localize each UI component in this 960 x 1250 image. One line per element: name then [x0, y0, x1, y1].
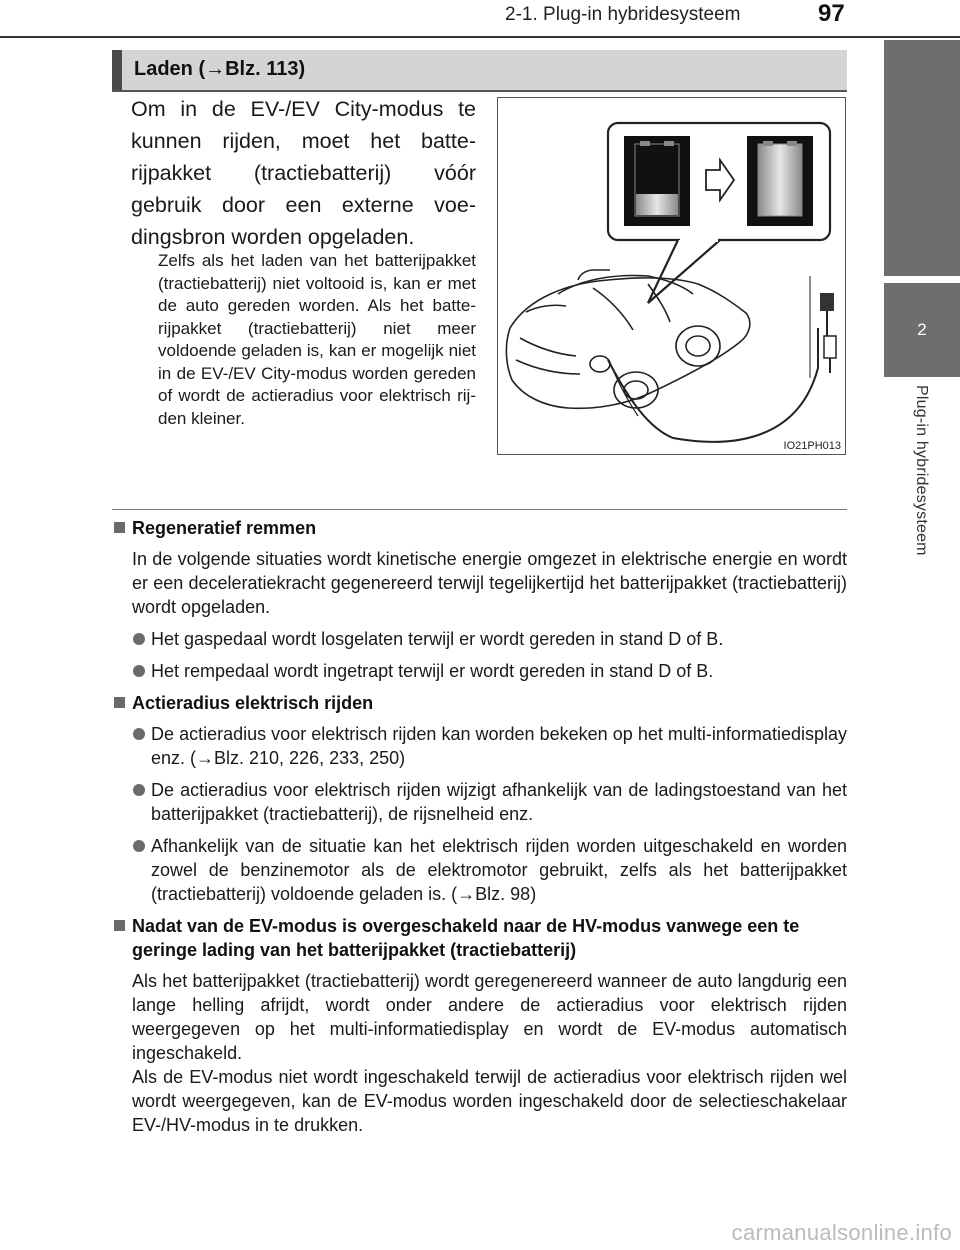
bullet-item: Het gaspedaal wordt losgelaten terwijl er wordt gereden in stand D of B.: [112, 627, 847, 651]
figure-code: IO21PH013: [783, 440, 841, 452]
paragraph: In de volgende situaties wordt kinetische energie omgezet in elektrische energie en wordt er een deceleratiekracht gegenereerd terwijl tegelijkertijd het batterijpakket (tractiebatterij) wordt opgeladen.: [132, 549, 847, 617]
car-charging-icon: [498, 98, 845, 454]
charging-figure: [497, 97, 846, 455]
battery-low-icon: [624, 136, 690, 226]
side-tab-label: Plug-in hybridesysteem: [913, 385, 930, 556]
section-heading-bar: [112, 50, 847, 90]
square-bullet-icon: [114, 697, 125, 708]
page-number: 97: [818, 0, 845, 27]
paragraph: Als het batterijpakket (tractiebatterij) wordt geregenereerd wanneer de auto langdurig een lange helling afrijdt, wordt onder andere de actieradius voor elektrisch rijden weergegeven op het multi-informatiedisplay en wordt de EV-modus automatisch ingeschakeld.: [132, 971, 847, 1063]
heading-regeneratief-remmen: Regeneratief remmen: [112, 516, 847, 540]
round-bullet-icon: [133, 840, 145, 852]
paragraph: Als de EV-modus niet wordt ingeschakeld terwijl de actieradius voor elektrisch rijden wel wordt weergegeven, kan de EV-modus worden ingeschakeld door de selectieschakelaar EV-/HV-modus in te drukken.: [132, 1067, 847, 1135]
round-bullet-icon: [133, 784, 145, 796]
side-tab-number: 2: [884, 283, 960, 377]
section-heading-marker: [112, 50, 122, 90]
bullet-item: De actieradius voor elektrisch rijden kan worden bekeken op het multi-informatiedisplay enz. (→Blz. 210, 226, 233, 250): [112, 722, 847, 770]
square-bullet-icon: [114, 920, 125, 931]
section-heading-title: Laden (→Blz. 113): [134, 58, 306, 80]
intro-lead-text: Om in de EV-/EV City-modus te kunnen rijden, moet het batterijpakket (tractiebatterij) vóór gebruik door een externe voedingsbron worden opgeladen.: [131, 97, 476, 249]
bullet-item: Het rempedaal wordt ingetrapt terwijl er wordt gereden in stand D of B.: [112, 659, 847, 683]
body-content: [112, 516, 847, 1145]
round-bullet-icon: [133, 633, 145, 645]
section-heading-underline: [112, 90, 847, 92]
header-rule: [0, 36, 960, 38]
chapter-title: 2-1. Plug-in hybridesysteem: [505, 4, 741, 25]
intro-note-text: Zelfs als het laden van het batterijpakket (tractiebatterij) niet voltooid is, kan er met de auto gereden worden. Als het batterijpakket (tractiebatterij) niet meer voldoende geladen is, kan er mogelijk niet in de EV-/EV City-modus worden gereden of wordt de actieradius voor elektrisch rijden kleiner.: [158, 251, 476, 428]
bullet-item: Afhankelijk van de situatie kan het elektrisch rijden worden uitgeschakeld en worden zowel de benzinemotor als de elektromotor gebruikt, zelfs als het batterijpakket (tractiebatterij) voldoende geladen is. (→Blz. 98): [112, 834, 847, 906]
side-tab-bar: [884, 40, 960, 276]
section-divider: [112, 509, 847, 510]
heading-ev-to-hv: Nadat van de EV-modus is overgeschakeld naar de HV-modus vanwege een te geringe lading van het batterijpakket (tractiebatterij): [112, 914, 847, 962]
watermark: carmanualsonline.info: [731, 1220, 952, 1245]
bullet-item: De actieradius voor elektrisch rijden wijzigt afhankelijk van de ladingstoestand van het batterijpakket (tractiebatterij), de rijsnelheid enz.: [112, 778, 847, 826]
round-bullet-icon: [133, 728, 145, 740]
heading-actieradius: Actieradius elektrisch rijden: [112, 691, 847, 715]
square-bullet-icon: [114, 522, 125, 533]
round-bullet-icon: [133, 665, 145, 677]
battery-full-icon: [747, 136, 813, 226]
